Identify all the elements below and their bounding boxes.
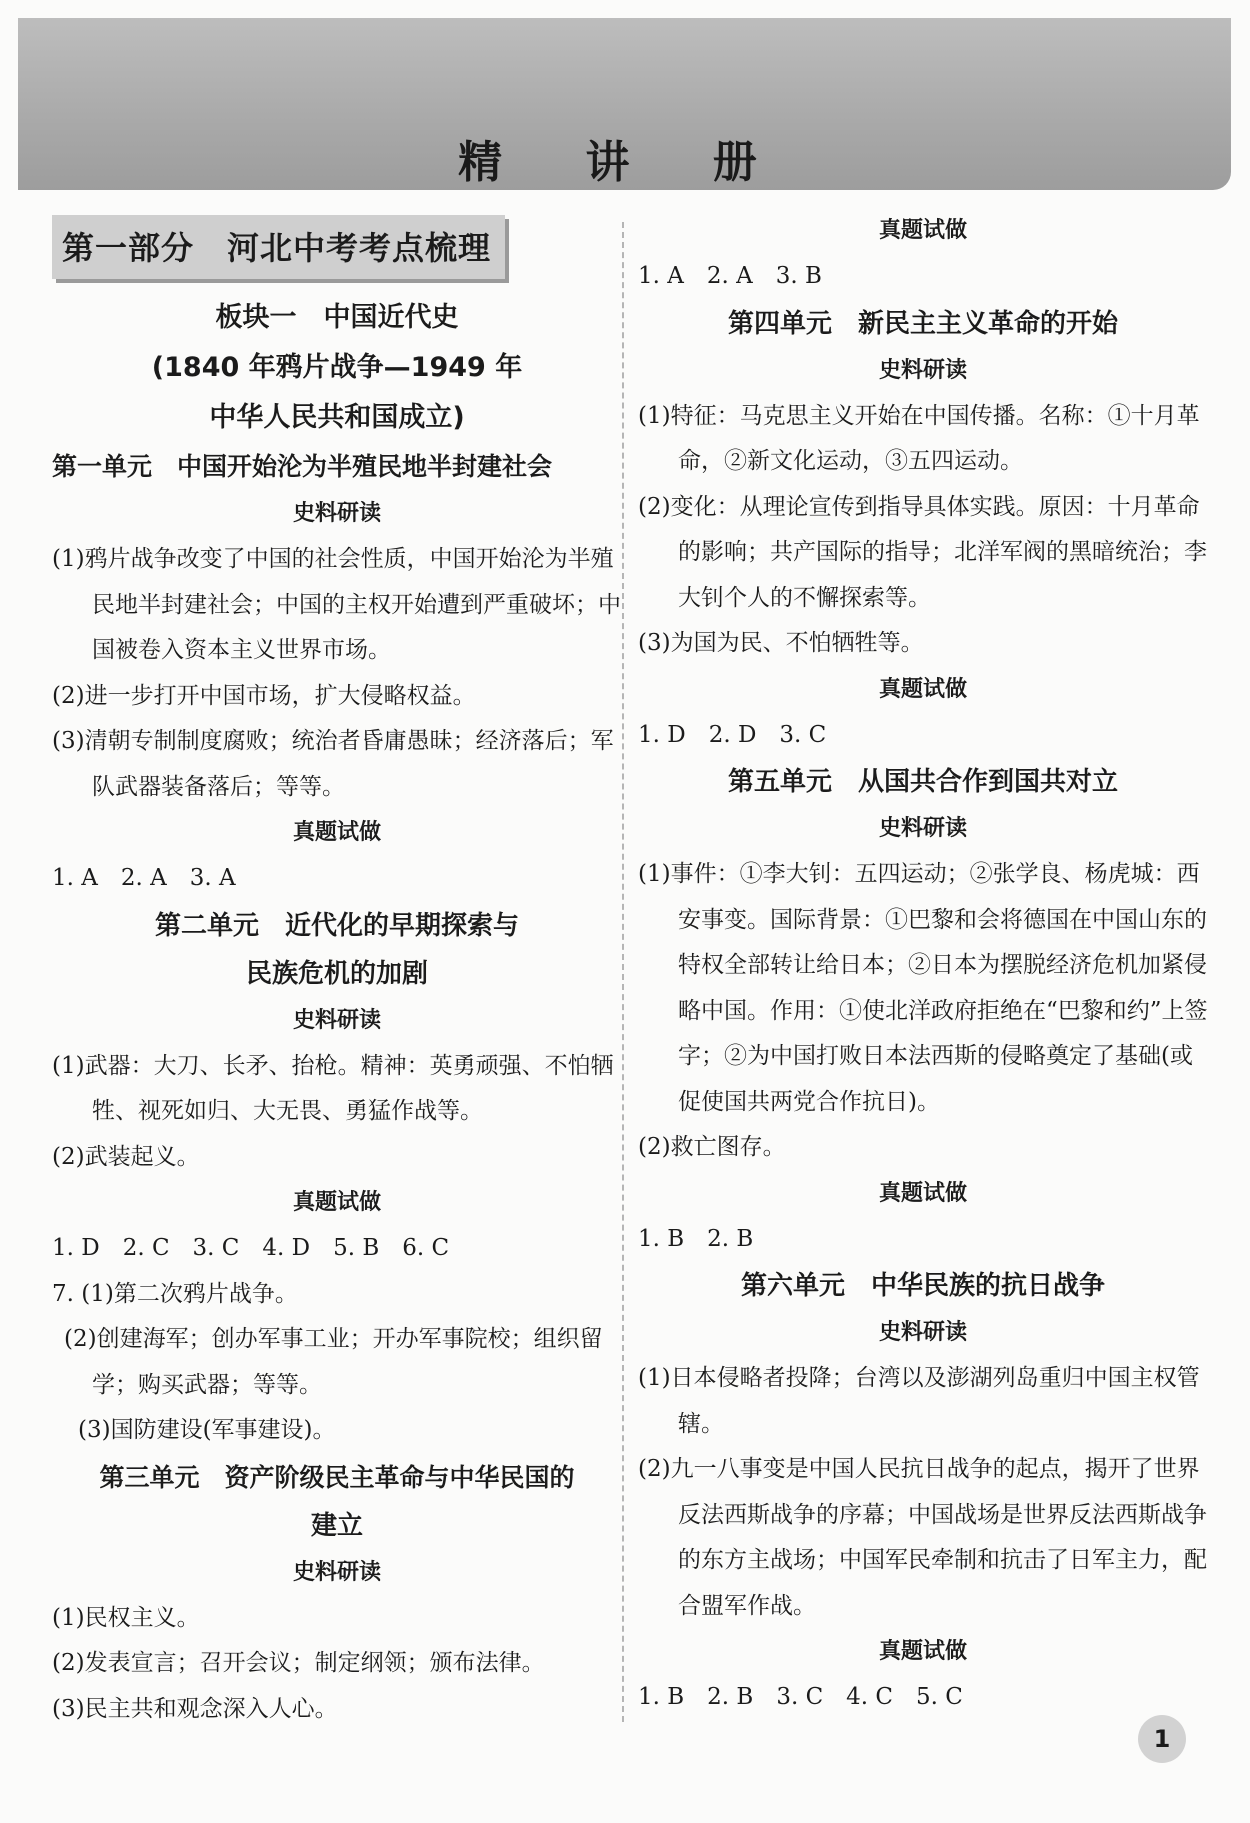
answer-item: (1)武器：大刀、长矛、抬枪。精神：英勇顽强、不怕牺牲、视死如归、大无畏、勇猛作战等。 <box>52 1052 614 1124</box>
answer-item: (1)事件：①李大钊：五四运动；②张学良、杨虎城：西安事变。国际背景：①巴黎和会将德国在中国山东的特权全部转让给日本；②日本为摆脱经济危机加紧侵略中国。作用：①使北洋政府拒绝在“巴黎和约”上签字；②为中国打败日本法西斯的侵略奠定了基础(或促使国共两党合作抗日)。 <box>638 861 1208 1115</box>
block-subtitle: (1840 年鸦片战争—1949 年 <box>151 352 523 383</box>
header-banner <box>18 18 1231 190</box>
answer-item: (3)民主共和观念深入人心。 <box>52 1695 338 1722</box>
block-subtitle: 中华人民共和国成立) <box>209 402 465 433</box>
answer-item: (3)清朝专制制度腐败；统治者昏庸愚昧；经济落后；军队武器装备落后；等等。 <box>52 728 614 800</box>
right-column <box>638 208 1208 1721</box>
answer-item: (1)日本侵略者投降；台湾以及澎湖列岛重归中国主权管辖。 <box>638 1365 1200 1437</box>
answer-item: (2)九一八事变是中国人民抗日战争的起点，揭开了世界反法西斯战争的序幕；中国战场是世界反法西斯战争的东方主战场；中国军民牵制和抗击了日军主力，配合盟军作战。 <box>638 1456 1207 1619</box>
unit-title: 第一单元 中国开始沦为半殖民地半封建社会 <box>52 452 553 481</box>
answer-item: (2)武装起义。 <box>52 1143 200 1170</box>
answer-item: (1)鸦片战争改变了中国的社会性质，中国开始沦为半殖民地半封建社会；中国的主权开始遭到严重破坏；中国被卷入资本主义世界市场。 <box>52 546 621 663</box>
answer-item: (2)发表宣言；召开会议；制定纲领；颁布法律。 <box>52 1650 545 1676</box>
answer-key: 1. B 2. B <box>638 1225 754 1252</box>
column-divider <box>622 222 624 1722</box>
book-section-title: 精 讲 册 <box>458 137 791 188</box>
section-title: 史料研读 <box>292 501 381 526</box>
answer-item: (1)民权主义。 <box>52 1604 200 1631</box>
unit-title: 建立 <box>310 1510 363 1541</box>
section-title: 真题试做 <box>878 1639 967 1664</box>
answer-item: (2)救亡图存。 <box>638 1134 786 1160</box>
answer-key: 1. A 2. A 3. B <box>638 263 822 289</box>
unit-title: 第五单元 从国共合作到国共对立 <box>727 767 1118 797</box>
answer-item: 7. (1)第二次鸦片战争。 <box>52 1280 298 1307</box>
answer-item: (2)进一步打开中国市场，扩大侵略权益。 <box>52 682 476 709</box>
left-column <box>52 215 622 1732</box>
answer-key: 1. B 2. B 3. C 4. C 5. C <box>638 1684 963 1710</box>
section-title: 史料研读 <box>878 816 967 841</box>
section-title: 真题试做 <box>292 1190 381 1215</box>
page-number: 1 <box>1138 1715 1186 1763</box>
unit-title: 第六单元 中华民族的抗日战争 <box>740 1271 1105 1301</box>
unit-title: 第二单元 近代化的早期探索与 <box>154 910 519 941</box>
part-title: 第一部分 河北中考考点梳理 <box>52 215 505 279</box>
answer-key: 1. A 2. A 3. A <box>52 865 236 891</box>
answer-item: (3)国防建设(军事建设)。 <box>78 1417 336 1443</box>
answer-item: (2)变化：从理论宣传到指导具体实践。原因：十月革命的影响；共产国际的指导；北洋军阀的黑暗统治；李大钊个人的不懈探索等。 <box>638 493 1207 611</box>
unit-title: 第三单元 资产阶级民主革命与中华民国的 <box>99 1462 575 1492</box>
answer-key: 1. D 2. C 3. C 4. D 5. B 6. C <box>52 1235 450 1261</box>
section-title: 史料研读 <box>292 1559 381 1585</box>
block-title: 板块一 中国近代史 <box>215 302 459 333</box>
unit-title: 民族危机的加剧 <box>245 958 428 989</box>
section-title: 史料研读 <box>878 1320 967 1345</box>
answer-key: 1. D 2. D 3. C <box>638 721 827 748</box>
answer-item: (1)特征：马克思主义开始在中国传播。名称：①十月革命，②新文化运动，③五四运动。 <box>638 402 1200 474</box>
answer-item: (3)为国为民、不怕牺牲等。 <box>638 630 924 656</box>
section-title: 真题试做 <box>292 820 381 845</box>
section-title: 史料研读 <box>878 357 967 383</box>
unit-title: 第四单元 新民主主义革命的开始 <box>727 308 1118 339</box>
section-title: 真题试做 <box>878 218 967 243</box>
section-title: 史料研读 <box>292 1007 381 1033</box>
answer-item: (2)创建海军；创办军事工业；开办军事院校；组织留学；购买武器；等等。 <box>64 1326 603 1398</box>
section-title: 真题试做 <box>878 1180 967 1206</box>
section-title: 真题试做 <box>878 676 967 702</box>
